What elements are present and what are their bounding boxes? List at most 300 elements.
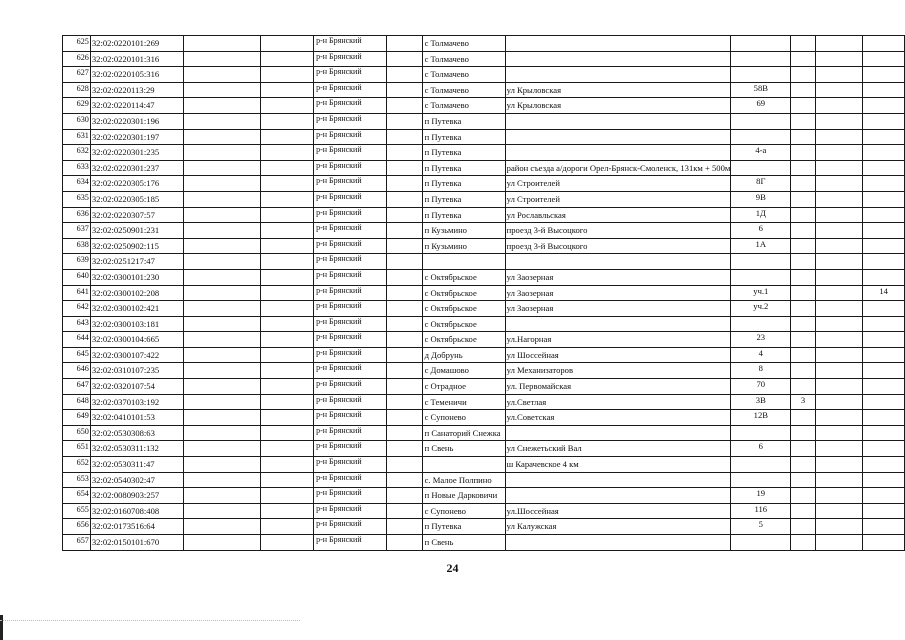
street-cell xyxy=(505,36,731,52)
empty-cell xyxy=(261,316,314,332)
extra-number-cell xyxy=(791,535,816,551)
street-cell xyxy=(505,254,731,270)
cadastral-number-cell: 32:02:0220114:47 xyxy=(90,98,183,114)
empty-cell xyxy=(815,441,862,457)
house-number-cell: 12В xyxy=(731,410,791,426)
street-cell xyxy=(505,145,731,161)
settlement-cell: с Октябрьское xyxy=(422,332,505,348)
row-number-cell: 650 xyxy=(63,425,91,441)
table-row xyxy=(63,363,905,379)
extra-value-cell xyxy=(863,488,905,504)
extra-number-cell xyxy=(791,238,816,254)
empty-cell xyxy=(261,113,314,129)
table-row xyxy=(63,457,905,473)
table-row xyxy=(63,301,905,317)
district-cell: р-н Брянский xyxy=(314,363,387,379)
row-number-cell: 637 xyxy=(63,223,91,239)
table-row xyxy=(63,394,905,410)
empty-cell xyxy=(815,160,862,176)
house-number-cell: 6 xyxy=(731,441,791,457)
district-cell: р-н Брянский xyxy=(314,410,387,426)
empty-cell xyxy=(261,503,314,519)
district-cell: р-н Брянский xyxy=(314,145,387,161)
street-cell: ул Строителей xyxy=(505,191,731,207)
empty-cell xyxy=(387,503,422,519)
table-row xyxy=(63,36,905,52)
house-number-cell: 58В xyxy=(731,82,791,98)
extra-number-cell xyxy=(791,191,816,207)
empty-cell xyxy=(387,301,422,317)
extra-number-cell xyxy=(791,207,816,223)
empty-cell xyxy=(261,254,314,270)
empty-cell xyxy=(815,301,862,317)
table-row xyxy=(63,223,905,239)
empty-cell xyxy=(183,332,261,348)
row-number-cell: 638 xyxy=(63,238,91,254)
empty-cell xyxy=(815,394,862,410)
cadastral-number-cell: 32:02:0530311:47 xyxy=(90,457,183,473)
extra-number-cell xyxy=(791,113,816,129)
extra-number-cell xyxy=(791,503,816,519)
extra-value-cell xyxy=(863,457,905,473)
cadastral-number-cell: 32:02:0251217:47 xyxy=(90,254,183,270)
page-number: 24 xyxy=(446,561,459,575)
settlement-cell: п Путевка xyxy=(422,176,505,192)
house-number-cell: 3В xyxy=(731,394,791,410)
empty-cell xyxy=(815,254,862,270)
extra-number-cell xyxy=(791,425,816,441)
settlement-cell: п Свень xyxy=(422,441,505,457)
empty-cell xyxy=(815,316,862,332)
empty-cell xyxy=(183,82,261,98)
street-cell: ул Снежетьский Вал xyxy=(505,441,731,457)
table-row xyxy=(63,113,905,129)
empty-cell xyxy=(261,379,314,395)
cadastral-number-cell: 32:02:0410101:53 xyxy=(90,410,183,426)
empty-cell xyxy=(183,301,261,317)
row-number-cell: 628 xyxy=(63,82,91,98)
empty-cell xyxy=(815,36,862,52)
cadastral-number-cell: 32:02:0220307:57 xyxy=(90,207,183,223)
extra-number-cell xyxy=(791,441,816,457)
row-number-cell: 635 xyxy=(63,191,91,207)
empty-cell xyxy=(183,67,261,83)
extra-value-cell xyxy=(863,67,905,83)
extra-number-cell xyxy=(791,488,816,504)
row-number-cell: 646 xyxy=(63,363,91,379)
row-number-cell: 657 xyxy=(63,535,91,551)
extra-value-cell xyxy=(863,472,905,488)
empty-cell xyxy=(261,176,314,192)
empty-cell xyxy=(387,191,422,207)
district-cell: р-н Брянский xyxy=(314,82,387,98)
extra-value-cell xyxy=(863,223,905,239)
empty-cell xyxy=(183,254,261,270)
table-row xyxy=(63,129,905,145)
extra-value-cell xyxy=(863,191,905,207)
district-cell: р-н Брянский xyxy=(314,425,387,441)
empty-cell xyxy=(261,51,314,67)
empty-cell xyxy=(815,425,862,441)
house-number-cell: 1Д xyxy=(731,207,791,223)
house-number-cell: 1А xyxy=(731,238,791,254)
extra-number-cell xyxy=(791,67,816,83)
empty-cell xyxy=(387,254,422,270)
empty-cell xyxy=(183,425,261,441)
district-cell: р-н Брянский xyxy=(314,113,387,129)
empty-cell xyxy=(387,457,422,473)
settlement-cell: п Кузьмино xyxy=(422,223,505,239)
cadastral-number-cell: 32:02:0530311:132 xyxy=(90,441,183,457)
settlement-cell: с Супонево xyxy=(422,410,505,426)
cadastral-number-cell: 32:02:0300104:665 xyxy=(90,332,183,348)
street-cell: район съезда а/дороги Орел-Брянск-Смоленск, 131км + 500м xyxy=(505,160,731,176)
settlement-cell xyxy=(422,457,505,473)
empty-cell xyxy=(261,488,314,504)
empty-cell xyxy=(183,519,261,535)
row-number-cell: 633 xyxy=(63,160,91,176)
district-cell: р-н Брянский xyxy=(314,347,387,363)
house-number-cell: 23 xyxy=(731,332,791,348)
empty-cell xyxy=(387,36,422,52)
cadastral-number-cell: 32:02:0310107:235 xyxy=(90,363,183,379)
empty-cell xyxy=(183,191,261,207)
house-number-cell xyxy=(731,472,791,488)
empty-cell xyxy=(815,472,862,488)
extra-value-cell xyxy=(863,410,905,426)
empty-cell xyxy=(183,160,261,176)
settlement-cell: п Кузьмино xyxy=(422,238,505,254)
street-cell: ш Карачевское 4 км xyxy=(505,457,731,473)
district-cell: р-н Брянский xyxy=(314,67,387,83)
district-cell: р-н Брянский xyxy=(314,472,387,488)
cadastral-number-cell: 32:02:0300107:422 xyxy=(90,347,183,363)
empty-cell xyxy=(387,207,422,223)
cadastral-number-cell: 32:02:0530308:63 xyxy=(90,425,183,441)
empty-cell xyxy=(261,472,314,488)
house-number-cell: 5 xyxy=(731,519,791,535)
empty-cell xyxy=(261,394,314,410)
empty-cell xyxy=(183,285,261,301)
district-cell: р-н Брянский xyxy=(314,285,387,301)
street-cell xyxy=(505,488,731,504)
street-cell: ул Заозерная xyxy=(505,285,731,301)
settlement-cell: п Санаторий Снежка xyxy=(422,425,505,441)
row-number-cell: 653 xyxy=(63,472,91,488)
extra-value-cell xyxy=(863,145,905,161)
street-cell: ул Рославльская xyxy=(505,207,731,223)
empty-cell xyxy=(183,51,261,67)
empty-cell xyxy=(183,503,261,519)
table-row xyxy=(63,82,905,98)
extra-value-cell xyxy=(863,441,905,457)
district-cell: р-н Брянский xyxy=(314,254,387,270)
table-row xyxy=(63,207,905,223)
table-row xyxy=(63,488,905,504)
row-number-cell: 640 xyxy=(63,269,91,285)
empty-cell xyxy=(815,519,862,535)
settlement-cell: с Теменичи xyxy=(422,394,505,410)
empty-cell xyxy=(387,51,422,67)
empty-cell xyxy=(387,285,422,301)
house-number-cell xyxy=(731,129,791,145)
house-number-cell xyxy=(731,269,791,285)
table-row xyxy=(63,98,905,114)
empty-cell xyxy=(183,223,261,239)
cadastral-number-cell: 32:02:0220305:176 xyxy=(90,176,183,192)
empty-cell xyxy=(261,457,314,473)
extra-number-cell xyxy=(791,347,816,363)
extra-value-cell xyxy=(863,113,905,129)
empty-cell xyxy=(387,98,422,114)
extra-value-cell xyxy=(863,394,905,410)
settlement-cell: с Толмачево xyxy=(422,82,505,98)
table-row xyxy=(63,425,905,441)
extra-number-cell xyxy=(791,82,816,98)
empty-cell xyxy=(387,129,422,145)
street-cell: проезд 3-й Высоцкого xyxy=(505,223,731,239)
extra-value-cell xyxy=(863,269,905,285)
street-cell: ул Шоссейная xyxy=(505,347,731,363)
extra-number-cell xyxy=(791,285,816,301)
empty-cell xyxy=(261,441,314,457)
district-cell: р-н Брянский xyxy=(314,457,387,473)
extra-number-cell xyxy=(791,176,816,192)
extra-number-cell xyxy=(791,254,816,270)
empty-cell xyxy=(183,36,261,52)
table-row xyxy=(63,347,905,363)
extra-number-cell: 3 xyxy=(791,394,816,410)
row-number-cell: 631 xyxy=(63,129,91,145)
row-number-cell: 626 xyxy=(63,51,91,67)
settlement-cell: с Толмачево xyxy=(422,51,505,67)
extra-value-cell xyxy=(863,363,905,379)
extra-number-cell xyxy=(791,129,816,145)
cadastral-number-cell: 32:02:0220301:237 xyxy=(90,160,183,176)
settlement-cell: п Путевка xyxy=(422,160,505,176)
empty-cell xyxy=(183,269,261,285)
empty-cell xyxy=(183,441,261,457)
extra-value-cell xyxy=(863,535,905,551)
empty-cell xyxy=(387,394,422,410)
row-number-cell: 634 xyxy=(63,176,91,192)
empty-cell xyxy=(815,98,862,114)
table-row xyxy=(63,472,905,488)
row-number-cell: 643 xyxy=(63,316,91,332)
district-cell: р-н Брянский xyxy=(314,207,387,223)
extra-number-cell xyxy=(791,36,816,52)
cadastral-number-cell: 32:02:0300101:230 xyxy=(90,269,183,285)
extra-value-cell xyxy=(863,254,905,270)
house-number-cell: 4 xyxy=(731,347,791,363)
table-row xyxy=(63,503,905,519)
table-row xyxy=(63,332,905,348)
extra-value-cell xyxy=(863,316,905,332)
house-number-cell: 8Г xyxy=(731,176,791,192)
empty-cell xyxy=(183,363,261,379)
empty-cell xyxy=(387,472,422,488)
empty-cell xyxy=(387,441,422,457)
empty-cell xyxy=(815,51,862,67)
table-row xyxy=(63,191,905,207)
table-row xyxy=(63,254,905,270)
empty-cell xyxy=(815,145,862,161)
empty-cell xyxy=(815,129,862,145)
district-cell: р-н Брянский xyxy=(314,51,387,67)
cadastral-number-cell: 32:02:0540302:47 xyxy=(90,472,183,488)
extra-value-cell xyxy=(863,379,905,395)
cadastral-number-cell: 32:02:0220101:316 xyxy=(90,51,183,67)
empty-cell xyxy=(261,301,314,317)
empty-cell xyxy=(183,457,261,473)
empty-cell xyxy=(815,285,862,301)
empty-cell xyxy=(387,113,422,129)
empty-cell xyxy=(261,332,314,348)
empty-cell xyxy=(261,410,314,426)
district-cell: р-н Брянский xyxy=(314,160,387,176)
empty-cell xyxy=(183,207,261,223)
table-row xyxy=(63,441,905,457)
empty-cell xyxy=(387,145,422,161)
empty-cell xyxy=(815,238,862,254)
district-cell: р-н Брянский xyxy=(314,301,387,317)
cadastral-number-cell: 32:02:0220305:185 xyxy=(90,191,183,207)
empty-cell xyxy=(261,129,314,145)
cadastral-number-cell: 32:02:0370103:192 xyxy=(90,394,183,410)
empty-cell xyxy=(261,145,314,161)
street-cell: ул. Первомайская xyxy=(505,379,731,395)
empty-cell xyxy=(183,379,261,395)
table-row xyxy=(63,238,905,254)
settlement-cell: д Добрунь xyxy=(422,347,505,363)
house-number-cell: 116 xyxy=(731,503,791,519)
house-number-cell: 19 xyxy=(731,488,791,504)
empty-cell xyxy=(387,379,422,395)
empty-cell xyxy=(387,519,422,535)
district-cell: р-н Брянский xyxy=(314,176,387,192)
extra-number-cell xyxy=(791,472,816,488)
empty-cell xyxy=(261,425,314,441)
empty-cell xyxy=(387,332,422,348)
street-cell: ул Калужская xyxy=(505,519,731,535)
street-cell: ул Крыловская xyxy=(505,82,731,98)
table-row xyxy=(63,145,905,161)
cadastral-number-cell: 32:02:0300102:208 xyxy=(90,285,183,301)
empty-cell xyxy=(183,98,261,114)
empty-cell xyxy=(387,160,422,176)
cadastral-number-cell: 32:02:0160708:408 xyxy=(90,503,183,519)
extra-number-cell xyxy=(791,379,816,395)
row-number-cell: 644 xyxy=(63,332,91,348)
street-cell xyxy=(505,67,731,83)
district-cell: р-н Брянский xyxy=(314,223,387,239)
empty-cell xyxy=(261,36,314,52)
scan-edge-mark xyxy=(0,615,3,640)
empty-cell xyxy=(815,269,862,285)
extra-number-cell xyxy=(791,51,816,67)
empty-cell xyxy=(261,347,314,363)
extra-number-cell xyxy=(791,145,816,161)
empty-cell xyxy=(183,394,261,410)
empty-cell xyxy=(387,269,422,285)
empty-cell xyxy=(183,488,261,504)
street-cell: ул Строителей xyxy=(505,176,731,192)
extra-number-cell xyxy=(791,363,816,379)
cadastral-number-cell: 32:02:0300103:181 xyxy=(90,316,183,332)
settlement-cell: п Свень xyxy=(422,535,505,551)
extra-value-cell xyxy=(863,160,905,176)
street-cell xyxy=(505,129,731,145)
row-number-cell: 642 xyxy=(63,301,91,317)
district-cell: р-н Брянский xyxy=(314,519,387,535)
empty-cell xyxy=(261,191,314,207)
empty-cell xyxy=(387,82,422,98)
table-row xyxy=(63,269,905,285)
settlement-cell: п Путевка xyxy=(422,519,505,535)
settlement-cell: с Октябрьское xyxy=(422,285,505,301)
empty-cell xyxy=(387,347,422,363)
settlement-cell: с Октябрьское xyxy=(422,269,505,285)
row-number-cell: 641 xyxy=(63,285,91,301)
house-number-cell: 6 xyxy=(731,223,791,239)
empty-cell xyxy=(815,457,862,473)
empty-cell xyxy=(261,363,314,379)
empty-cell xyxy=(815,191,862,207)
district-cell: р-н Брянский xyxy=(314,394,387,410)
house-number-cell: 9В xyxy=(731,191,791,207)
extra-number-cell xyxy=(791,269,816,285)
district-cell: р-н Брянский xyxy=(314,379,387,395)
settlement-cell: с Толмачево xyxy=(422,36,505,52)
empty-cell xyxy=(183,316,261,332)
cadastral-number-cell: 32:02:0150101:670 xyxy=(90,535,183,551)
empty-cell xyxy=(815,82,862,98)
empty-cell xyxy=(815,207,862,223)
district-cell: р-н Брянский xyxy=(314,503,387,519)
table-row xyxy=(63,176,905,192)
empty-cell xyxy=(261,269,314,285)
district-cell: р-н Брянский xyxy=(314,36,387,52)
house-number-cell xyxy=(731,457,791,473)
empty-cell xyxy=(815,332,862,348)
cadastral-number-cell: 32:02:0220113:29 xyxy=(90,82,183,98)
table-row xyxy=(63,285,905,301)
table-row xyxy=(63,379,905,395)
settlement-cell: п Новые Дарковичи xyxy=(422,488,505,504)
empty-cell xyxy=(261,519,314,535)
extra-number-cell xyxy=(791,98,816,114)
house-number-cell: уч.2 xyxy=(731,301,791,317)
cadastral-number-cell: 32:02:0220101:269 xyxy=(90,36,183,52)
settlement-cell xyxy=(422,254,505,270)
empty-cell xyxy=(183,472,261,488)
extra-number-cell xyxy=(791,457,816,473)
district-cell: р-н Брянский xyxy=(314,129,387,145)
row-number-cell: 649 xyxy=(63,410,91,426)
empty-cell xyxy=(815,176,862,192)
empty-cell xyxy=(183,410,261,426)
row-number-cell: 651 xyxy=(63,441,91,457)
empty-cell xyxy=(183,113,261,129)
house-number-cell xyxy=(731,535,791,551)
extra-value-cell: 14 xyxy=(863,285,905,301)
settlement-cell: п Путевка xyxy=(422,145,505,161)
empty-cell xyxy=(261,535,314,551)
cadastral-number-cell: 32:02:0080903:257 xyxy=(90,488,183,504)
settlement-cell: п Путевка xyxy=(422,113,505,129)
empty-cell xyxy=(387,410,422,426)
district-cell: р-н Брянский xyxy=(314,316,387,332)
